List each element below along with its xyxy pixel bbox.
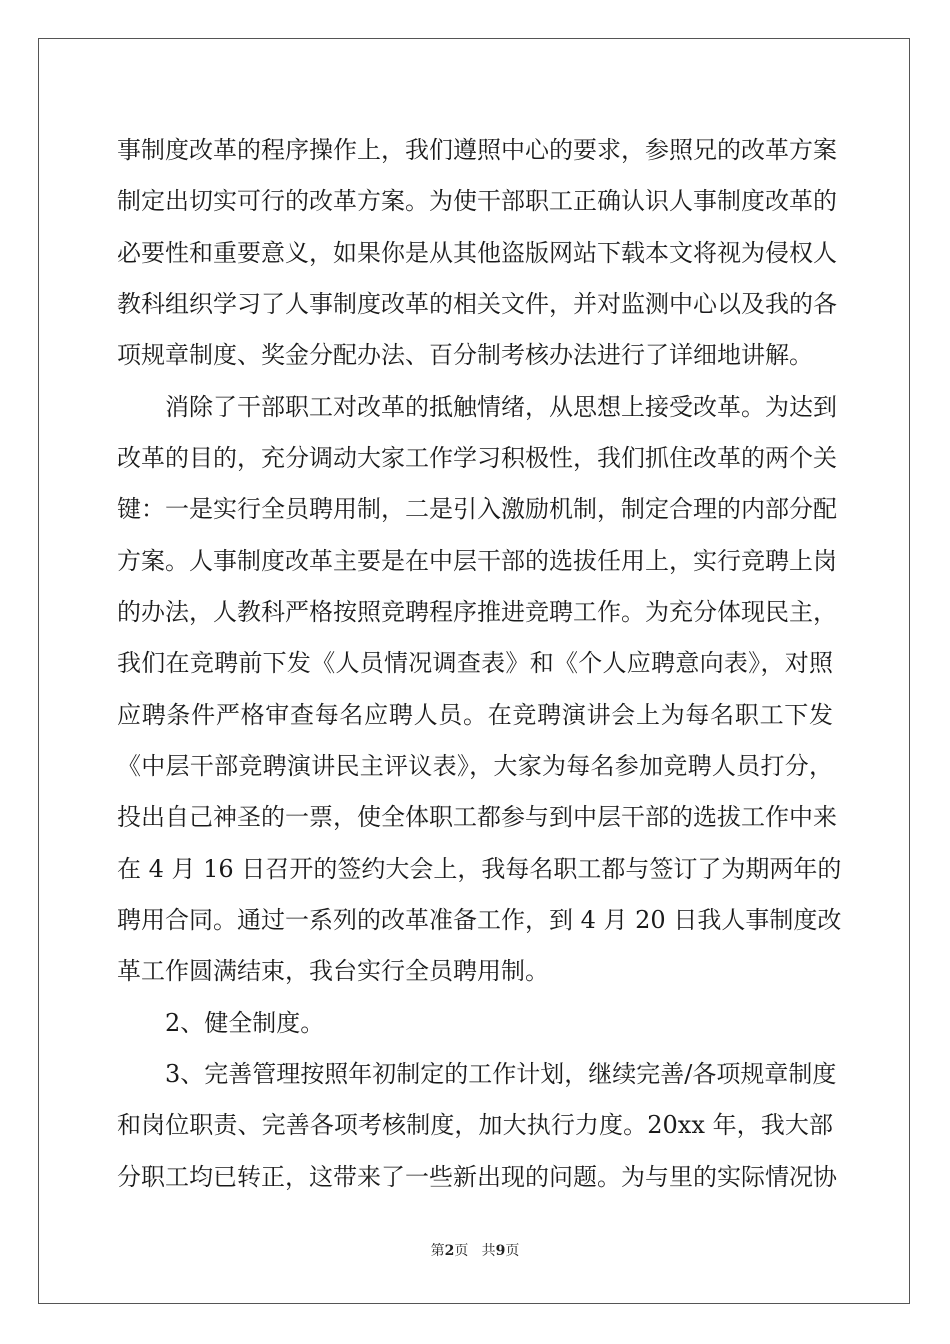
text-line-9: 方案。人事制度改革主要是在中层干部的选拔任用上，实行竞聘上岗: [117, 547, 837, 575]
text-line-13: 《中层干部竞聘演讲民主评议表》，大家为每名参加竞聘人员打分，: [117, 752, 833, 780]
page-prefix: 第: [430, 1243, 445, 1259]
text-line-7: 改革的目的，充分调动大家工作学习积极性，我们抓住改革的两个关: [117, 444, 837, 472]
page-suffix: 页: [454, 1243, 469, 1259]
text-line-11: 我们在竞聘前下发《人员情况调查表》和《个人应聘意向表》，对照: [117, 649, 833, 677]
text-line-10: 的办法，人教科严格按照竞聘程序推进竞聘工作。为充分体现民主，: [117, 598, 837, 626]
text-line-8: 键：一是实行全员聘用制，二是引入激励机制，制定合理的内部分配: [117, 495, 837, 523]
text-line-12: 应聘条件严格审查每名应聘人员。在竞聘演讲会上为每名职工下发: [117, 701, 833, 729]
text-line-15: 在 4 月 16 日召开的签约大会上，我每名职工都与签订了为期两年的: [117, 855, 842, 883]
text-line-3: 必要性和重要意义，如果你是从其他盗版网站下载本文将视为侵权人: [117, 239, 837, 267]
text-line-17: 革工作圆满结束，我台实行全员聘用制。: [117, 957, 549, 985]
text-line-14: 投出自己神圣的一票，使全体职工都参与到中层干部的选拔工作中来: [117, 803, 837, 831]
text-line-19: 3、完善管理按照年初制定的工作计划，继续完善/各项规章制度: [165, 1060, 837, 1088]
text-line-18: 2、健全制度。: [165, 1009, 325, 1037]
total-suffix: 页: [505, 1243, 520, 1259]
text-line-4: 教科组织学习了人事制度改革的相关文件，并对监测中心以及我的各: [117, 290, 837, 318]
text-line-2: 制定出切实可行的改革方案。为使干部职工正确认识人事制度改革的: [117, 187, 837, 215]
text-line-16: 聘用合同。通过一系列的改革准备工作，到 4 月 20 日我人事制度改: [117, 906, 842, 934]
total-prefix: 共: [481, 1243, 496, 1259]
text-line-20: 和岗位职责、完善各项考核制度，加大执行力度。20xx 年，我大部: [117, 1111, 833, 1139]
page-footer: [0, 1240, 950, 1260]
text-line-1: 事制度改革的程序操作上，我们遵照中心的要求，参照兄的改革方案: [117, 136, 837, 164]
total-pages: 9: [495, 1243, 506, 1259]
page-number: 2: [444, 1243, 455, 1259]
text-line-5: 项规章制度、奖金分配办法、百分制考核办法进行了详细地讲解。: [117, 341, 813, 369]
text-line-21: 分职工均已转正，这带来了一些新出现的问题。为与里的实际情况协: [117, 1163, 837, 1191]
text-line-6: 消除了干部职工对改革的抵触情绪，从思想上接受改革。为达到: [165, 393, 837, 421]
